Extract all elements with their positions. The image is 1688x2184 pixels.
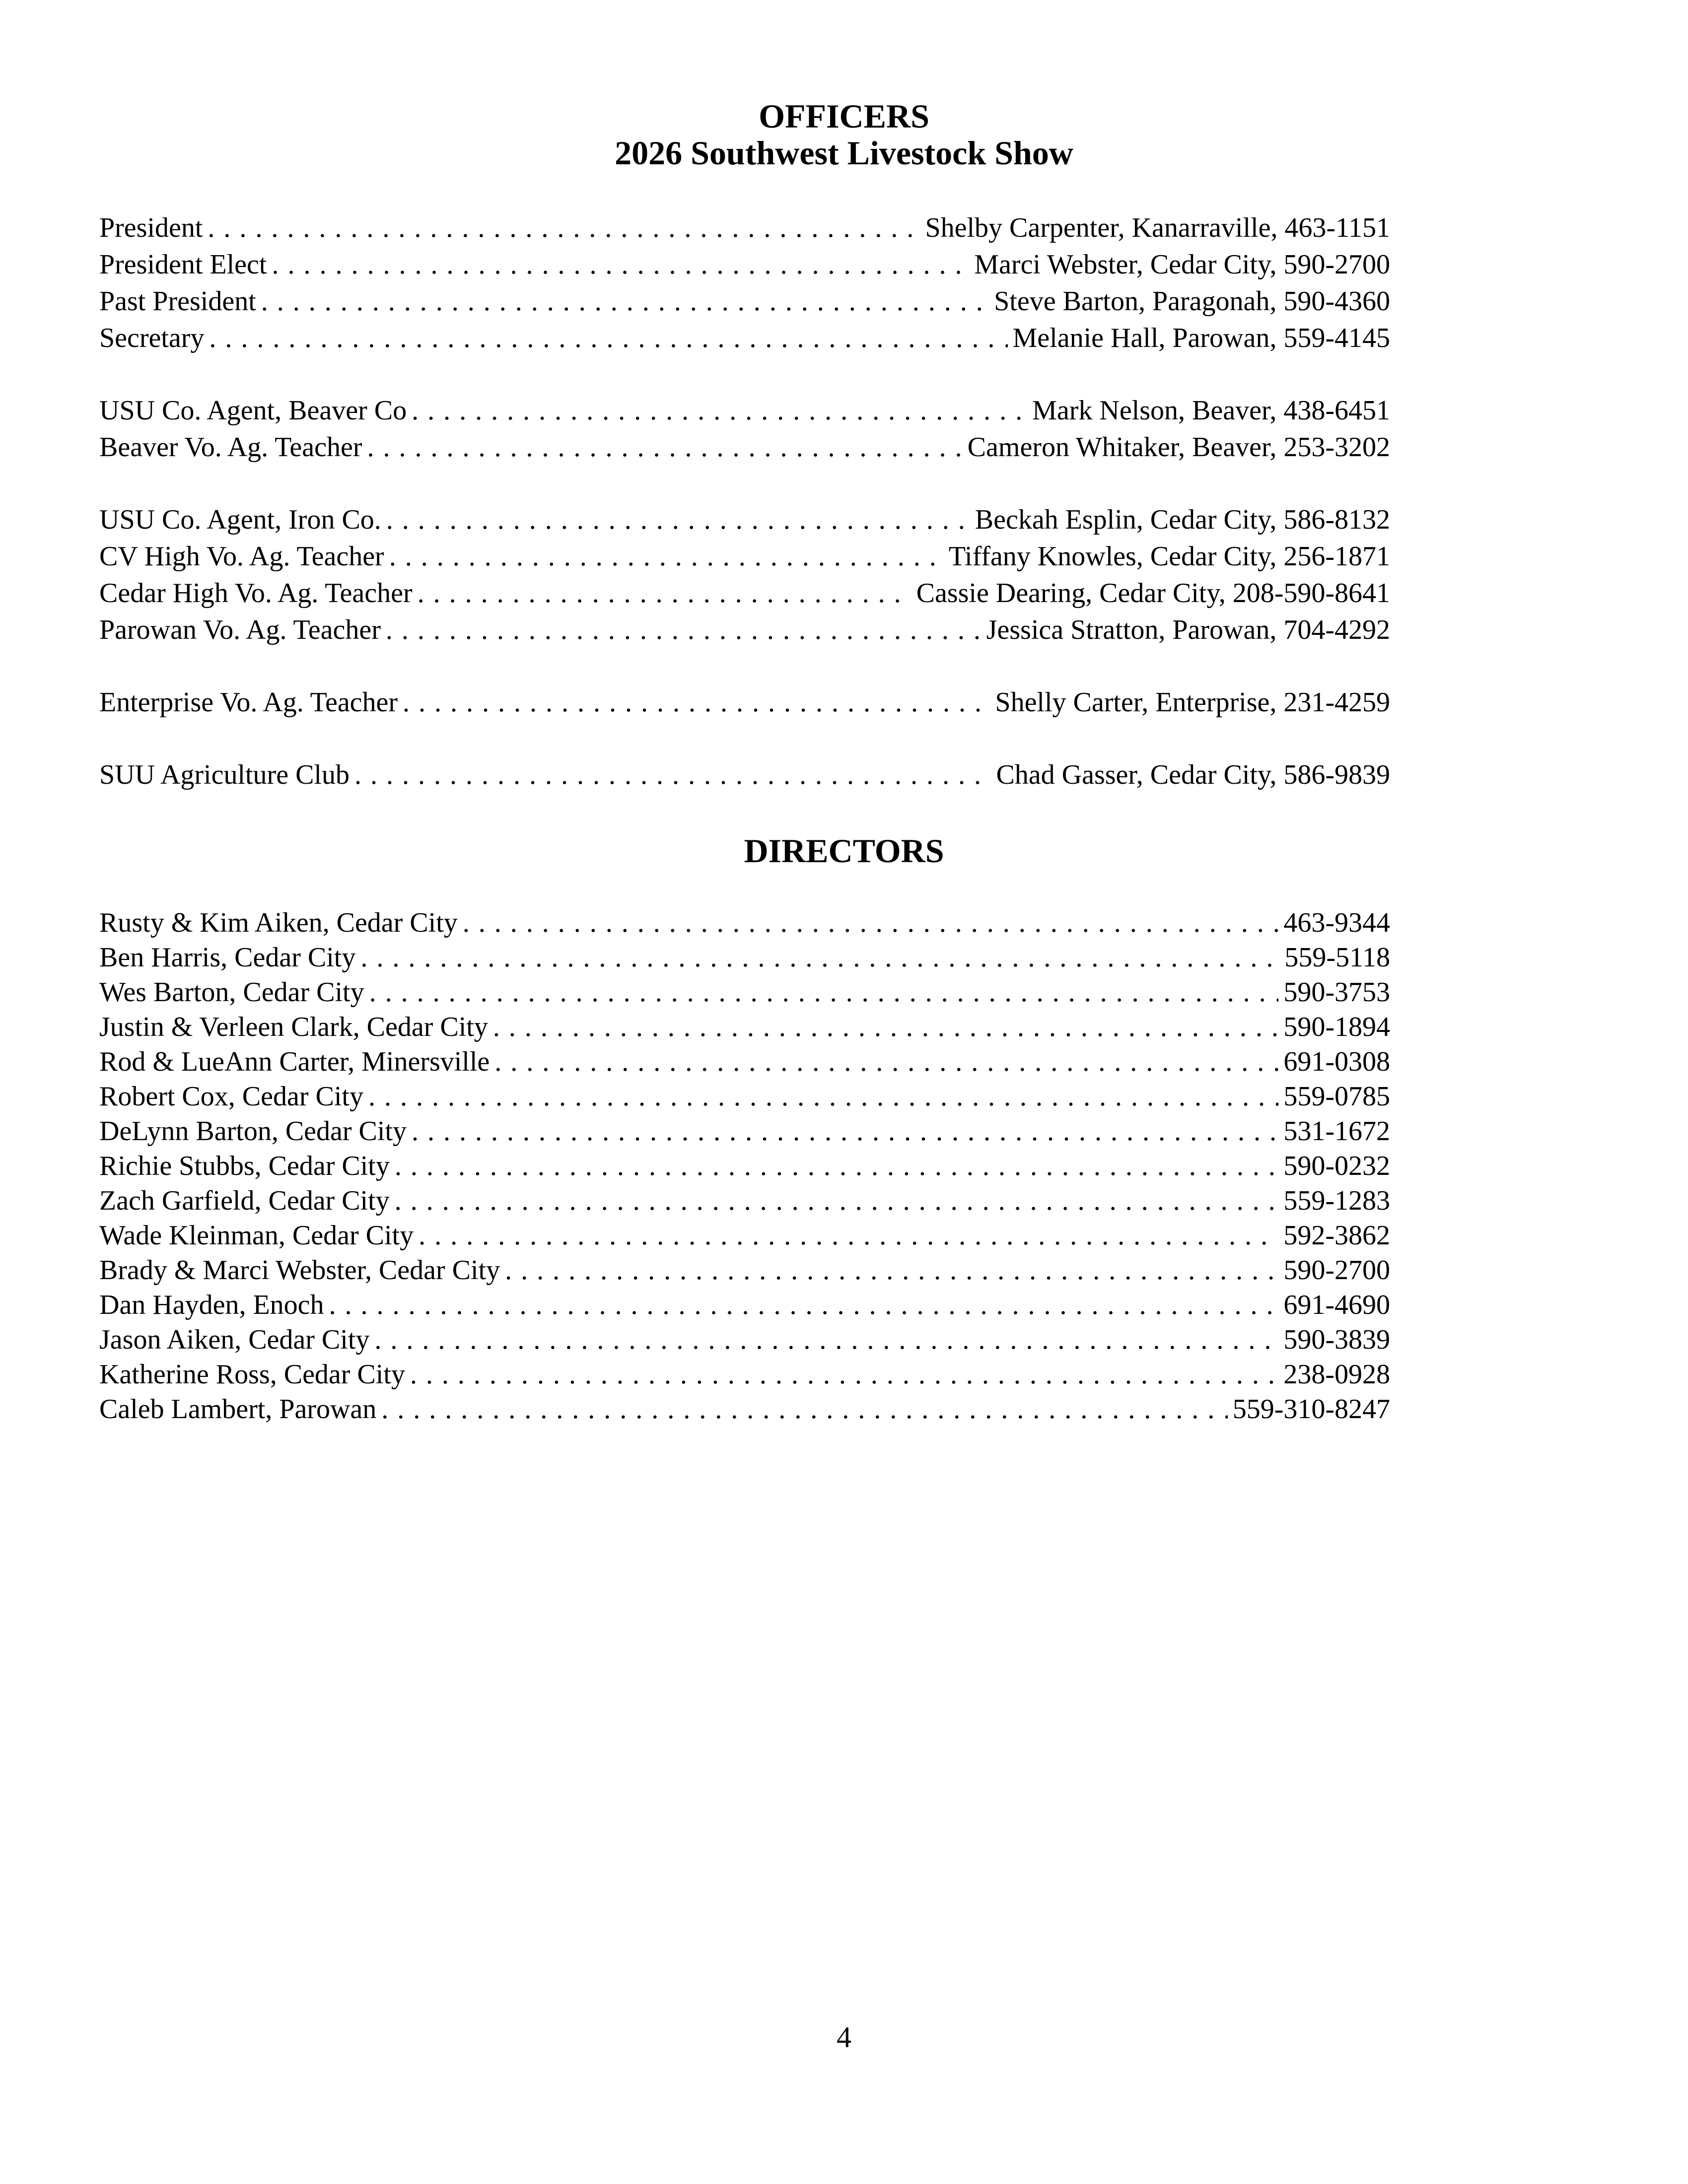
director-row-label: Ben Harris, Cedar City xyxy=(99,942,356,973)
officer-row xyxy=(99,501,1390,538)
director-row-value: 531-1672 xyxy=(1283,1116,1390,1147)
officer-row-value: Shelly Carter, Enterprise, 231-4259 xyxy=(995,687,1390,718)
officer-row-value: Marci Webster, Cedar City, 590-2700 xyxy=(974,249,1390,280)
director-row xyxy=(99,1182,1390,1219)
directors-heading: DIRECTORS xyxy=(744,832,944,870)
director-row-value: 559-5118 xyxy=(1284,942,1390,973)
dot-leader xyxy=(494,1043,1278,1080)
dot-leader xyxy=(389,538,944,575)
dot-leader xyxy=(395,1182,1279,1219)
dot-leader xyxy=(418,575,912,612)
officer-row xyxy=(99,209,1390,246)
director-row xyxy=(99,939,1390,976)
dot-leader xyxy=(208,209,920,246)
director-row-value: 590-3839 xyxy=(1283,1324,1390,1355)
officer-row xyxy=(99,392,1390,429)
officer-row-label: Secretary xyxy=(99,323,205,353)
dot-leader xyxy=(368,1078,1278,1115)
dot-leader xyxy=(369,974,1279,1011)
dot-leader xyxy=(367,429,962,466)
director-row-label: Brady & Marci Webster, Cedar City xyxy=(99,1255,500,1286)
dot-leader xyxy=(463,904,1279,941)
dot-leader xyxy=(329,1287,1279,1323)
director-row-label: DeLynn Barton, Cedar City xyxy=(99,1116,407,1147)
director-row xyxy=(99,1252,1390,1289)
director-row-value: 238-0928 xyxy=(1283,1359,1390,1390)
page-number: 4 xyxy=(837,2021,851,2053)
officer-row xyxy=(99,612,1390,648)
director-row-value: 592-3862 xyxy=(1283,1220,1390,1251)
director-row-value: 559-0785 xyxy=(1283,1081,1390,1112)
dot-leader xyxy=(403,684,990,721)
director-row-label: Katherine Ross, Cedar City xyxy=(99,1359,405,1390)
officer-row-label: President Elect xyxy=(99,249,267,280)
dot-leader xyxy=(360,939,1279,976)
director-row xyxy=(99,1113,1390,1150)
officer-row-label: USU Co. Agent, Beaver Co xyxy=(99,395,407,426)
director-row xyxy=(99,1356,1390,1393)
director-row-label: Wes Barton, Cedar City xyxy=(99,977,364,1008)
dot-leader xyxy=(410,1356,1278,1393)
dot-leader xyxy=(412,1113,1278,1150)
director-row xyxy=(99,1043,1390,1080)
director-row-label: Justin & Verleen Clark, Cedar City xyxy=(99,1012,488,1042)
dot-leader xyxy=(261,283,989,320)
director-row xyxy=(99,1321,1390,1358)
officer-row-value: Beckah Esplin, Cedar City, 586-8132 xyxy=(975,504,1390,535)
director-row xyxy=(99,1217,1390,1254)
officer-row xyxy=(99,684,1390,721)
show-title: 2026 Southwest Livestock Show xyxy=(615,134,1073,172)
officer-row-label: President xyxy=(99,212,203,243)
director-row-label: Wade Kleinman, Cedar City xyxy=(99,1220,414,1251)
director-row-label: Rusty & Kim Aiken, Cedar City xyxy=(99,907,458,938)
dot-leader xyxy=(381,1391,1227,1428)
director-row-value: 559-310-8247 xyxy=(1232,1394,1390,1425)
officer-row-value: Chad Gasser, Cedar City, 586-9839 xyxy=(996,759,1390,790)
director-row-label: Caleb Lambert, Parowan xyxy=(99,1394,377,1425)
director-row xyxy=(99,1287,1390,1323)
officer-row-value: Tiffany Knowles, Cedar City, 256-1871 xyxy=(948,541,1390,572)
director-row-value: 463-9344 xyxy=(1283,907,1390,938)
dot-leader xyxy=(386,612,982,648)
dot-leader xyxy=(374,1321,1278,1358)
dot-leader xyxy=(419,1217,1278,1254)
officer-row xyxy=(99,429,1390,466)
director-row xyxy=(99,1391,1390,1428)
director-row-value: 559-1283 xyxy=(1283,1185,1390,1216)
officers-heading: OFFICERS xyxy=(759,97,929,135)
officer-row xyxy=(99,538,1390,575)
dot-leader xyxy=(272,246,969,283)
director-row xyxy=(99,1009,1390,1045)
officer-row-value: Jessica Stratton, Parowan, 704-4292 xyxy=(986,614,1390,645)
dot-leader xyxy=(386,501,970,538)
officer-row xyxy=(99,246,1390,283)
officer-row xyxy=(99,283,1390,320)
officer-row-label: USU Co. Agent, Iron Co. xyxy=(99,504,381,535)
officer-row xyxy=(99,756,1390,793)
officer-row-value: Shelby Carpenter, Kanarraville, 463-1151 xyxy=(925,212,1390,243)
director-row-value: 590-1894 xyxy=(1283,1012,1390,1042)
director-row-value: 691-0308 xyxy=(1283,1046,1390,1077)
officer-row-label: SUU Agriculture Club xyxy=(99,759,350,790)
director-row xyxy=(99,1148,1390,1184)
officer-row-value: Cassie Dearing, Cedar City, 208-590-8641 xyxy=(916,578,1390,609)
officer-row-value: Steve Barton, Paragonah, 590-4360 xyxy=(994,286,1390,317)
director-row-label: Richie Stubbs, Cedar City xyxy=(99,1151,390,1181)
officer-row-label: Beaver Vo. Ag. Teacher xyxy=(99,432,362,463)
officer-row-label: Cedar High Vo. Ag. Teacher xyxy=(99,578,413,609)
director-row-value: 590-0232 xyxy=(1283,1151,1390,1181)
director-row-value: 590-3753 xyxy=(1283,977,1390,1008)
officer-row xyxy=(99,320,1390,356)
director-row-value: 590-2700 xyxy=(1283,1255,1390,1286)
director-row-label: Dan Hayden, Enoch xyxy=(99,1290,324,1320)
dot-leader xyxy=(505,1252,1278,1289)
director-row-label: Jason Aiken, Cedar City xyxy=(99,1324,370,1355)
officer-row-label: Parowan Vo. Ag. Teacher xyxy=(99,614,381,645)
dot-leader xyxy=(209,320,1007,356)
officer-row-value: Mark Nelson, Beaver, 438-6451 xyxy=(1032,395,1390,426)
dot-leader xyxy=(493,1009,1278,1045)
dot-leader xyxy=(354,756,991,793)
officer-row-label: Past President xyxy=(99,286,256,317)
officer-row-label: CV High Vo. Ag. Teacher xyxy=(99,541,384,572)
director-row-label: Robert Cox, Cedar City xyxy=(99,1081,363,1112)
officer-row xyxy=(99,575,1390,612)
director-row xyxy=(99,904,1390,941)
dot-leader xyxy=(395,1148,1278,1184)
director-row xyxy=(99,1078,1390,1115)
officer-row-value: Cameron Whitaker, Beaver, 253-3202 xyxy=(967,432,1390,463)
officer-row-value: Melanie Hall, Parowan, 559-4145 xyxy=(1012,323,1390,353)
officer-row-label: Enterprise Vo. Ag. Teacher xyxy=(99,687,398,718)
dot-leader xyxy=(412,392,1027,429)
director-row-label: Rod & LueAnn Carter, Minersville xyxy=(99,1046,490,1077)
director-row xyxy=(99,974,1390,1011)
director-row-label: Zach Garfield, Cedar City xyxy=(99,1185,390,1216)
director-row-value: 691-4690 xyxy=(1283,1290,1390,1320)
